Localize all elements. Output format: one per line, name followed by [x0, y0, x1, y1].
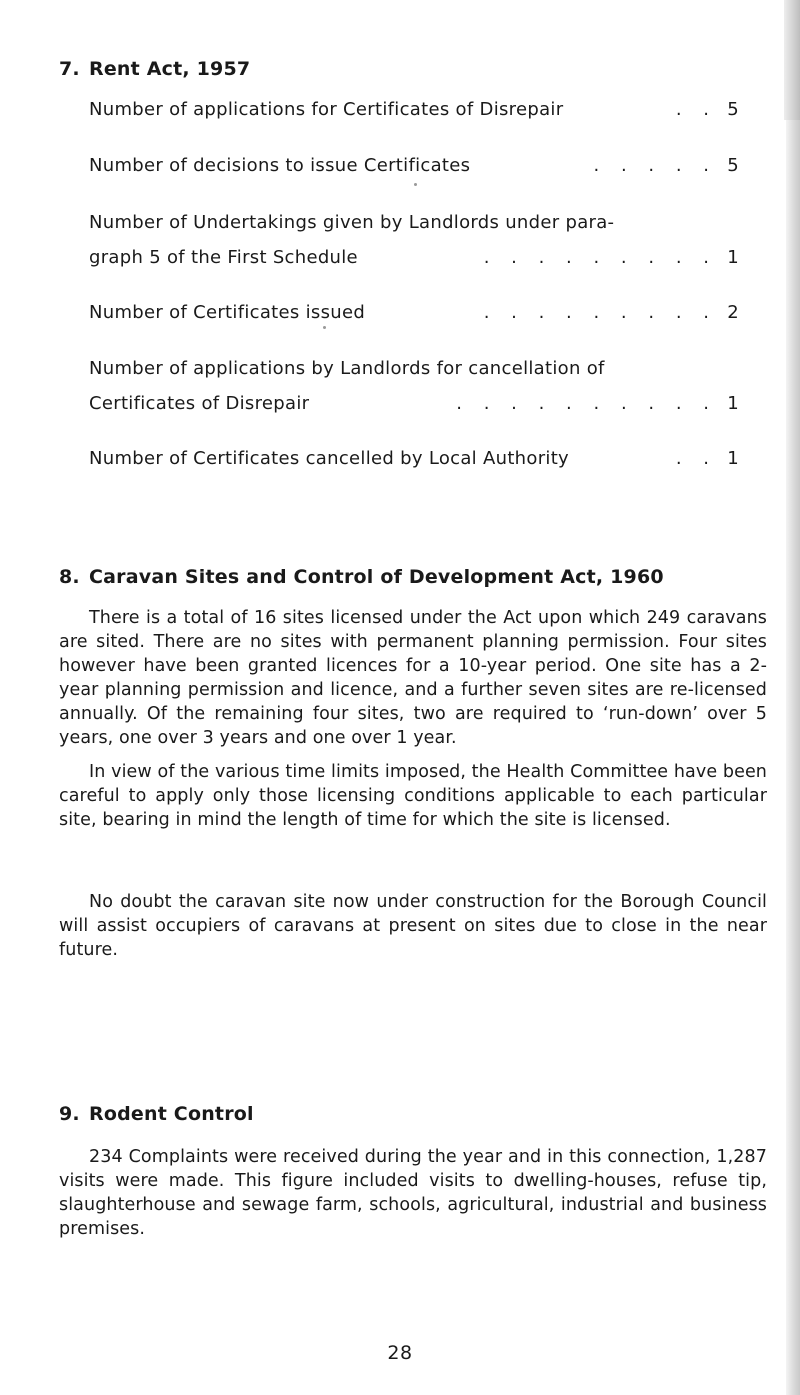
item-value: 1: [727, 393, 739, 414]
rent-act-item-2: [89, 148, 739, 183]
item-label: Number of applications for Certificates of Disrepair: [89, 99, 564, 120]
section-8-number: 8.: [59, 566, 80, 588]
item-label: Certificates of Disrepair: [89, 393, 310, 414]
print-speck: [414, 183, 417, 186]
section-8-title: Caravan Sites and Control of Development Act, 1960: [89, 566, 664, 588]
item-line: Number of applications by Landlords for cancellation of: [89, 358, 605, 379]
caravan-paragraph-2: In view of the various time limits imposed, the Health Committee have been careful to apply only those licensing conditions applicable to each particular site, bearing in mind the length of time for which the site is licensed.: [59, 762, 767, 830]
section-7-title: Rent Act, 1957: [89, 58, 251, 80]
item-label: Number of Certificates cancelled by Local Authority: [89, 448, 570, 469]
page-edge-shadow: [786, 0, 800, 1395]
caravan-paragraph-3: No doubt the caravan site now under construction for the Borough Council will assist occupiers of caravans at present on sites due to close in the near future.: [59, 892, 767, 960]
dot-leader: . . . . . . . . .: [483, 247, 717, 268]
dot-leader: . .: [675, 99, 717, 120]
rodent-paragraph-1: 234 Complaints were received during the year and in this connection, 1,287 visits were made. This figure included visits to dwelling-houses, refuse tip, slaughterhouse and sewage farm, schools, agricultural, industrial and business premises.: [59, 1147, 767, 1239]
page-edge-shadow-top: [784, 0, 800, 120]
item-value: 1: [727, 247, 739, 268]
rent-act-item-3: [89, 205, 739, 275]
item-label: Number of decisions to issue Certificates: [89, 155, 471, 176]
rent-act-item-1: [89, 92, 739, 127]
item-label: Number of Certificates issued: [89, 302, 366, 323]
section-9-title: Rodent Control: [89, 1103, 254, 1125]
item-value: 5: [727, 155, 739, 176]
rent-act-item-4: [89, 295, 739, 330]
item-value: 1: [727, 448, 739, 469]
caravan-paragraph-1: There is a total of 16 sites licensed under the Act upon which 249 caravans are sited. There are no sites with permanent planning permission. Four sites however have been granted licences for a 10-year period. One site has a 2-year planning permission and licence, and a further seven sites are re-licensed annually. Of the remaining four sites, two are required to ‘run-down’ over 5 years, one over 3 years and one over 1 year.: [59, 608, 767, 748]
rent-act-item-6: [89, 441, 739, 476]
item-line: Number of Undertakings given by Landlords under para-: [89, 212, 615, 233]
dot-leader: . .: [675, 448, 717, 469]
dot-leader: . . . . .: [593, 155, 717, 176]
item-value: 5: [727, 99, 739, 120]
page-number: 28: [387, 1342, 413, 1364]
item-label: graph 5 of the First Schedule: [89, 247, 358, 268]
print-speck: [323, 326, 326, 329]
section-9-heading: [59, 1103, 254, 1125]
section-9-number: 9.: [59, 1103, 80, 1125]
section-7-number: 7.: [59, 58, 80, 80]
dot-leader: . . . . . . . . . .: [456, 393, 717, 414]
section-7-heading: [59, 58, 250, 80]
section-8-heading: [59, 566, 664, 588]
item-value: 2: [727, 302, 739, 323]
rent-act-item-5: [89, 351, 739, 421]
dot-leader: . . . . . . . . .: [483, 302, 717, 323]
